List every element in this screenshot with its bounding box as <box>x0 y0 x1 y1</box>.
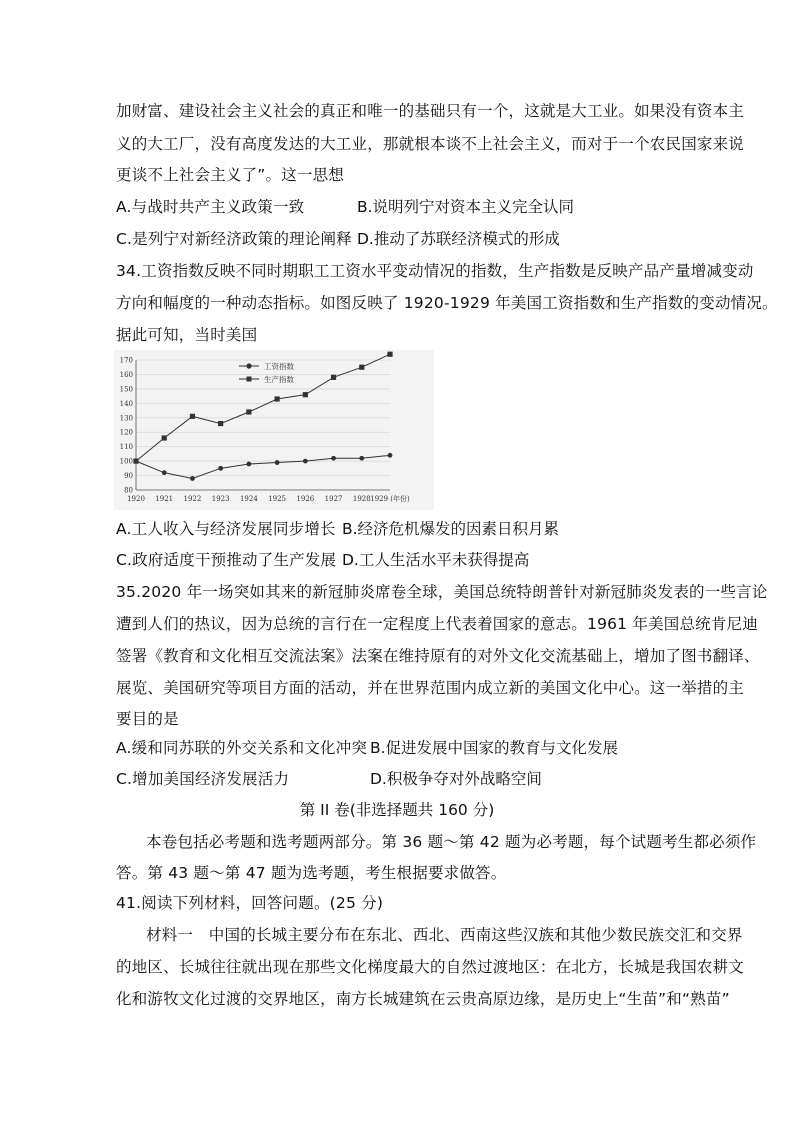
y-tick-label: 80 <box>124 486 133 495</box>
data-point-production-index <box>162 435 167 440</box>
section-2-title: 第 II 卷(非选择题共 160 分) <box>299 801 495 819</box>
q34-option-a: A.工人收入与经济发展同步增长 <box>116 520 336 538</box>
q34-option-d: D.工人生活水平未获得提高 <box>342 551 530 569</box>
q41-material-line-3: 化和游牧文化过渡的交界地区，南方长城建筑在云贵高原边缘，是历史上“生苗”和“熟苗” <box>116 990 730 1008</box>
x-tick-label: 1921 <box>155 495 174 503</box>
data-point-production-index <box>359 365 364 370</box>
data-point-production-index <box>246 409 251 414</box>
y-tick-label: 130 <box>119 414 133 423</box>
x-tick-label: 1923 <box>211 495 230 503</box>
y-tick-label: 90 <box>124 472 133 481</box>
x-tick-label: 1920 <box>127 495 145 503</box>
legend-wage-label: 工资指数 <box>264 362 294 371</box>
data-point-wage-index <box>275 460 280 465</box>
x-tick-label: 1926 <box>296 495 315 503</box>
wage-production-index-chart <box>114 350 434 510</box>
data-point-wage-index <box>190 476 195 481</box>
x-tick-label: 1928 <box>352 495 371 503</box>
data-point-wage-index <box>218 466 223 471</box>
q35-line-5: 要目的是 <box>116 710 179 728</box>
data-point-production-index <box>190 414 195 419</box>
data-point-wage-index <box>359 456 364 461</box>
q35-line-1: 35.2020 年一场突如其来的新冠肺炎席卷全球，美国总统特朗普针对新冠肺炎发表的一些言论 <box>116 583 768 601</box>
legend-production-marker <box>247 377 252 382</box>
q35-option-b: B.促进发展中国家的教育与文化发展 <box>370 739 619 757</box>
data-point-production-index <box>133 459 138 464</box>
x-tick-label: 1925 <box>268 495 287 503</box>
data-point-wage-index <box>246 462 251 467</box>
y-tick-label: 110 <box>119 443 133 452</box>
q35-line-4: 展览、美国研究等项目方面的活动，并在世界范围内成立新的美国文化中心。这一举措的主 <box>116 679 745 697</box>
y-tick-label: 100 <box>119 457 133 466</box>
data-point-production-index <box>303 392 308 397</box>
section-2-intro-2: 答。第 43 题～第 47 题为选考题，考生根据要求做答。 <box>116 864 507 882</box>
data-point-wage-index <box>162 470 167 475</box>
q41-material-line-1: 材料一 中国的长城主要分布在东北、西北、西南这些汉族和其他少数民族交汇和交界 <box>146 926 743 944</box>
q35-option-d: D.积极争夺对外战略空间 <box>370 770 542 788</box>
q33-line-2: 义的大工厂，没有高度发达的大工业，那就根本谈不上社会主义，而对于一个农民国家来说 <box>116 135 745 153</box>
q33-option-c: C.是列宁对新经济政策的理论阐释 <box>116 230 352 248</box>
x-tick-label: 1929 (年份) <box>370 495 410 503</box>
q33-line-3: 更谈不上社会主义了”。这一思想 <box>116 166 345 184</box>
legend-production-label: 生产指数 <box>264 375 294 384</box>
q33-option-d: D.推动了苏联经济模式的形成 <box>357 230 560 248</box>
x-tick-label: 1922 <box>183 495 202 503</box>
q34-line-3: 据此可知，当时美国 <box>116 326 258 344</box>
q35-option-a: A.缓和同苏联的外交关系和文化冲突 <box>116 739 368 757</box>
q34-option-c: C.政府适度干预推动了生产发展 <box>116 551 337 569</box>
data-point-wage-index <box>303 459 308 464</box>
y-tick-label: 160 <box>119 370 133 379</box>
y-tick-label: 120 <box>119 428 133 437</box>
data-point-production-index <box>387 352 392 357</box>
data-point-production-index <box>331 375 336 380</box>
q41-heading: 41.阅读下列材料，回答问题。(25 分) <box>116 894 384 912</box>
data-point-wage-index <box>388 453 393 458</box>
q35-line-3: 签署《教育和文化相互交流法案》法案在维持原有的对外文化交流基础上，增加了图书翻译、 <box>116 647 760 665</box>
q33-line-1: 加财富、建设社会主义社会的真正和唯一的基础只有一个，这就是大工业。如果没有资本主 <box>116 102 745 120</box>
y-tick-label: 150 <box>119 385 133 394</box>
q33-option-b: B.说明列宁对资本主义完全认同 <box>357 198 575 216</box>
data-point-production-index <box>218 421 223 426</box>
chart-background <box>114 350 434 510</box>
x-tick-label: 1924 <box>239 495 258 503</box>
section-2-intro-1: 本卷包括必考题和选考题两部分。第 36 题～第 42 题为必考题，每个试题考生都必须作 <box>146 833 757 851</box>
data-point-production-index <box>275 396 280 401</box>
q34-line-2: 方向和幅度的一种动态指标。如图反映了 1920-1929 年美国工资指数和生产指数的变动情况。 <box>116 294 778 312</box>
q34-line-1: 34.工资指数反映不同时期职工工资水平变动情况的指数，生产指数是反映产品产量增减变动 <box>116 262 754 280</box>
q41-material-line-2: 的地区、长城往往就出现在那些文化梯度最大的自然过渡地区：在北方，长城是我国农耕文 <box>116 958 745 976</box>
x-tick-label: 1927 <box>324 495 343 503</box>
legend-wage-marker <box>246 363 251 368</box>
q35-option-c: C.增加美国经济发展活力 <box>116 770 290 788</box>
q35-line-2: 遭到人们的热议，因为总统的言行在一定程度上代表着国家的意志。1961 年美国总统肯尼迪 <box>116 615 758 633</box>
data-point-wage-index <box>331 456 336 461</box>
q33-option-a: A.与战时共产主义政策一致 <box>116 198 305 216</box>
q34-option-b: B.经济危机爆发的因素日积月累 <box>342 520 560 538</box>
y-tick-label: 140 <box>119 399 133 408</box>
y-tick-label: 170 <box>119 356 133 365</box>
